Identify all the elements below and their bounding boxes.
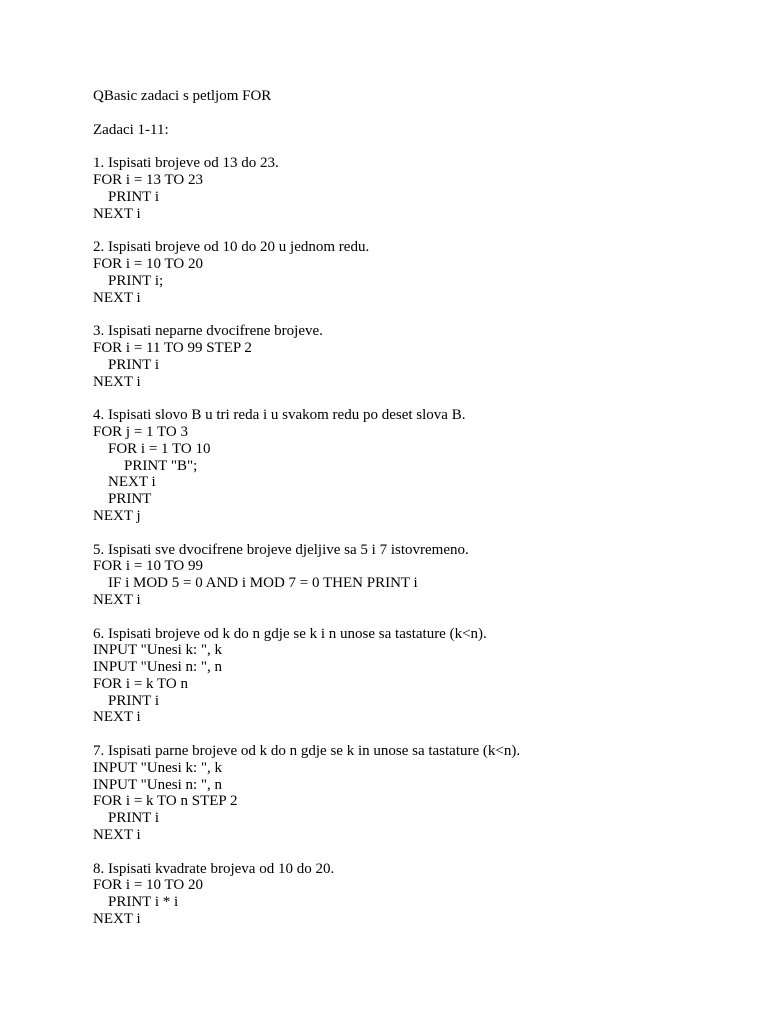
task-7 xyxy=(93,743,713,844)
spacer xyxy=(93,726,713,743)
document-subtitle: Zadaci 1-11: xyxy=(93,121,169,138)
code-line: FOR i = 10 TO 20 xyxy=(93,877,204,894)
code-line: FOR j = 1 TO 3 xyxy=(93,423,189,440)
spacer xyxy=(93,105,713,122)
code-line: FOR i = k TO n STEP 2 xyxy=(93,793,238,810)
task-heading: 8. Ispisati kvadrate brojeva od 10 do 20. xyxy=(93,860,335,877)
task-heading: 1. Ispisati brojeve od 13 do 23. xyxy=(93,155,279,172)
task-heading: 3. Ispisati neparne dvocifrene brojeve. xyxy=(93,323,323,340)
code-line: NEXT i xyxy=(93,373,141,390)
code-line: INPUT "Unesi n: ", n xyxy=(93,776,223,793)
document-page xyxy=(93,88,713,928)
code-line: FOR i = 10 TO 20 xyxy=(93,255,204,272)
task-heading: 4. Ispisati slovo B u tri reda i u svakom redu po deset slova B. xyxy=(93,407,466,424)
code-line: PRINT i; xyxy=(108,272,164,289)
task-heading: 6. Ispisati brojeve od k do n gdje se k i n unose sa tastature (k<n). xyxy=(93,625,487,642)
spacer xyxy=(93,222,713,239)
code-line: INPUT "Unesi n: ", n xyxy=(93,659,223,676)
task-2 xyxy=(93,239,713,306)
code-line: PRINT "B"; xyxy=(124,457,198,474)
code-line: PRINT i xyxy=(108,356,159,373)
code-line: FOR i = 10 TO 99 xyxy=(93,558,204,575)
spacer xyxy=(93,609,713,626)
code-line: INPUT "Unesi k: ", k xyxy=(93,642,223,659)
code-line: FOR i = 1 TO 10 xyxy=(108,440,211,457)
spacer xyxy=(93,390,713,407)
code-line: PRINT i * i xyxy=(108,894,179,911)
code-line: NEXT i xyxy=(93,205,141,222)
code-line: PRINT i xyxy=(108,692,159,709)
code-line: NEXT i xyxy=(93,709,141,726)
code-line: FOR i = 13 TO 23 xyxy=(93,171,204,188)
spacer xyxy=(93,306,713,323)
document-title: QBasic zadaci s petljom FOR xyxy=(93,88,272,104)
spacer xyxy=(93,525,713,542)
task-5 xyxy=(93,542,713,609)
spacer xyxy=(93,138,713,155)
code-line: NEXT i xyxy=(108,474,156,491)
code-line: IF i MOD 5 = 0 AND i MOD 7 = 0 THEN PRINT i xyxy=(108,575,418,592)
code-line: NEXT i xyxy=(93,591,141,608)
spacer xyxy=(93,844,713,861)
task-3 xyxy=(93,323,713,390)
code-line: NEXT i xyxy=(93,289,141,306)
code-line: PRINT xyxy=(108,491,152,508)
code-line: NEXT i xyxy=(93,827,141,844)
code-line: PRINT i xyxy=(108,188,159,205)
code-line: INPUT "Unesi k: ", k xyxy=(93,759,223,776)
task-6 xyxy=(93,626,713,727)
code-line: FOR i = k TO n xyxy=(93,675,189,692)
code-line: NEXT i xyxy=(93,911,141,928)
code-line: PRINT i xyxy=(108,810,159,827)
task-4 xyxy=(93,407,713,525)
task-8 xyxy=(93,861,713,928)
task-heading: 2. Ispisati brojeve od 10 do 20 u jednom redu. xyxy=(93,239,370,256)
task-1 xyxy=(93,155,713,222)
code-line: NEXT j xyxy=(93,507,141,524)
task-heading: 7. Ispisati parne brojeve od k do n gdje se k in unose sa tastature (k<n). xyxy=(93,743,521,760)
code-line: FOR i = 11 TO 99 STEP 2 xyxy=(93,339,252,356)
task-heading: 5. Ispisati sve dvocifrene brojeve djeljive sa 5 i 7 istovremeno. xyxy=(93,541,469,558)
